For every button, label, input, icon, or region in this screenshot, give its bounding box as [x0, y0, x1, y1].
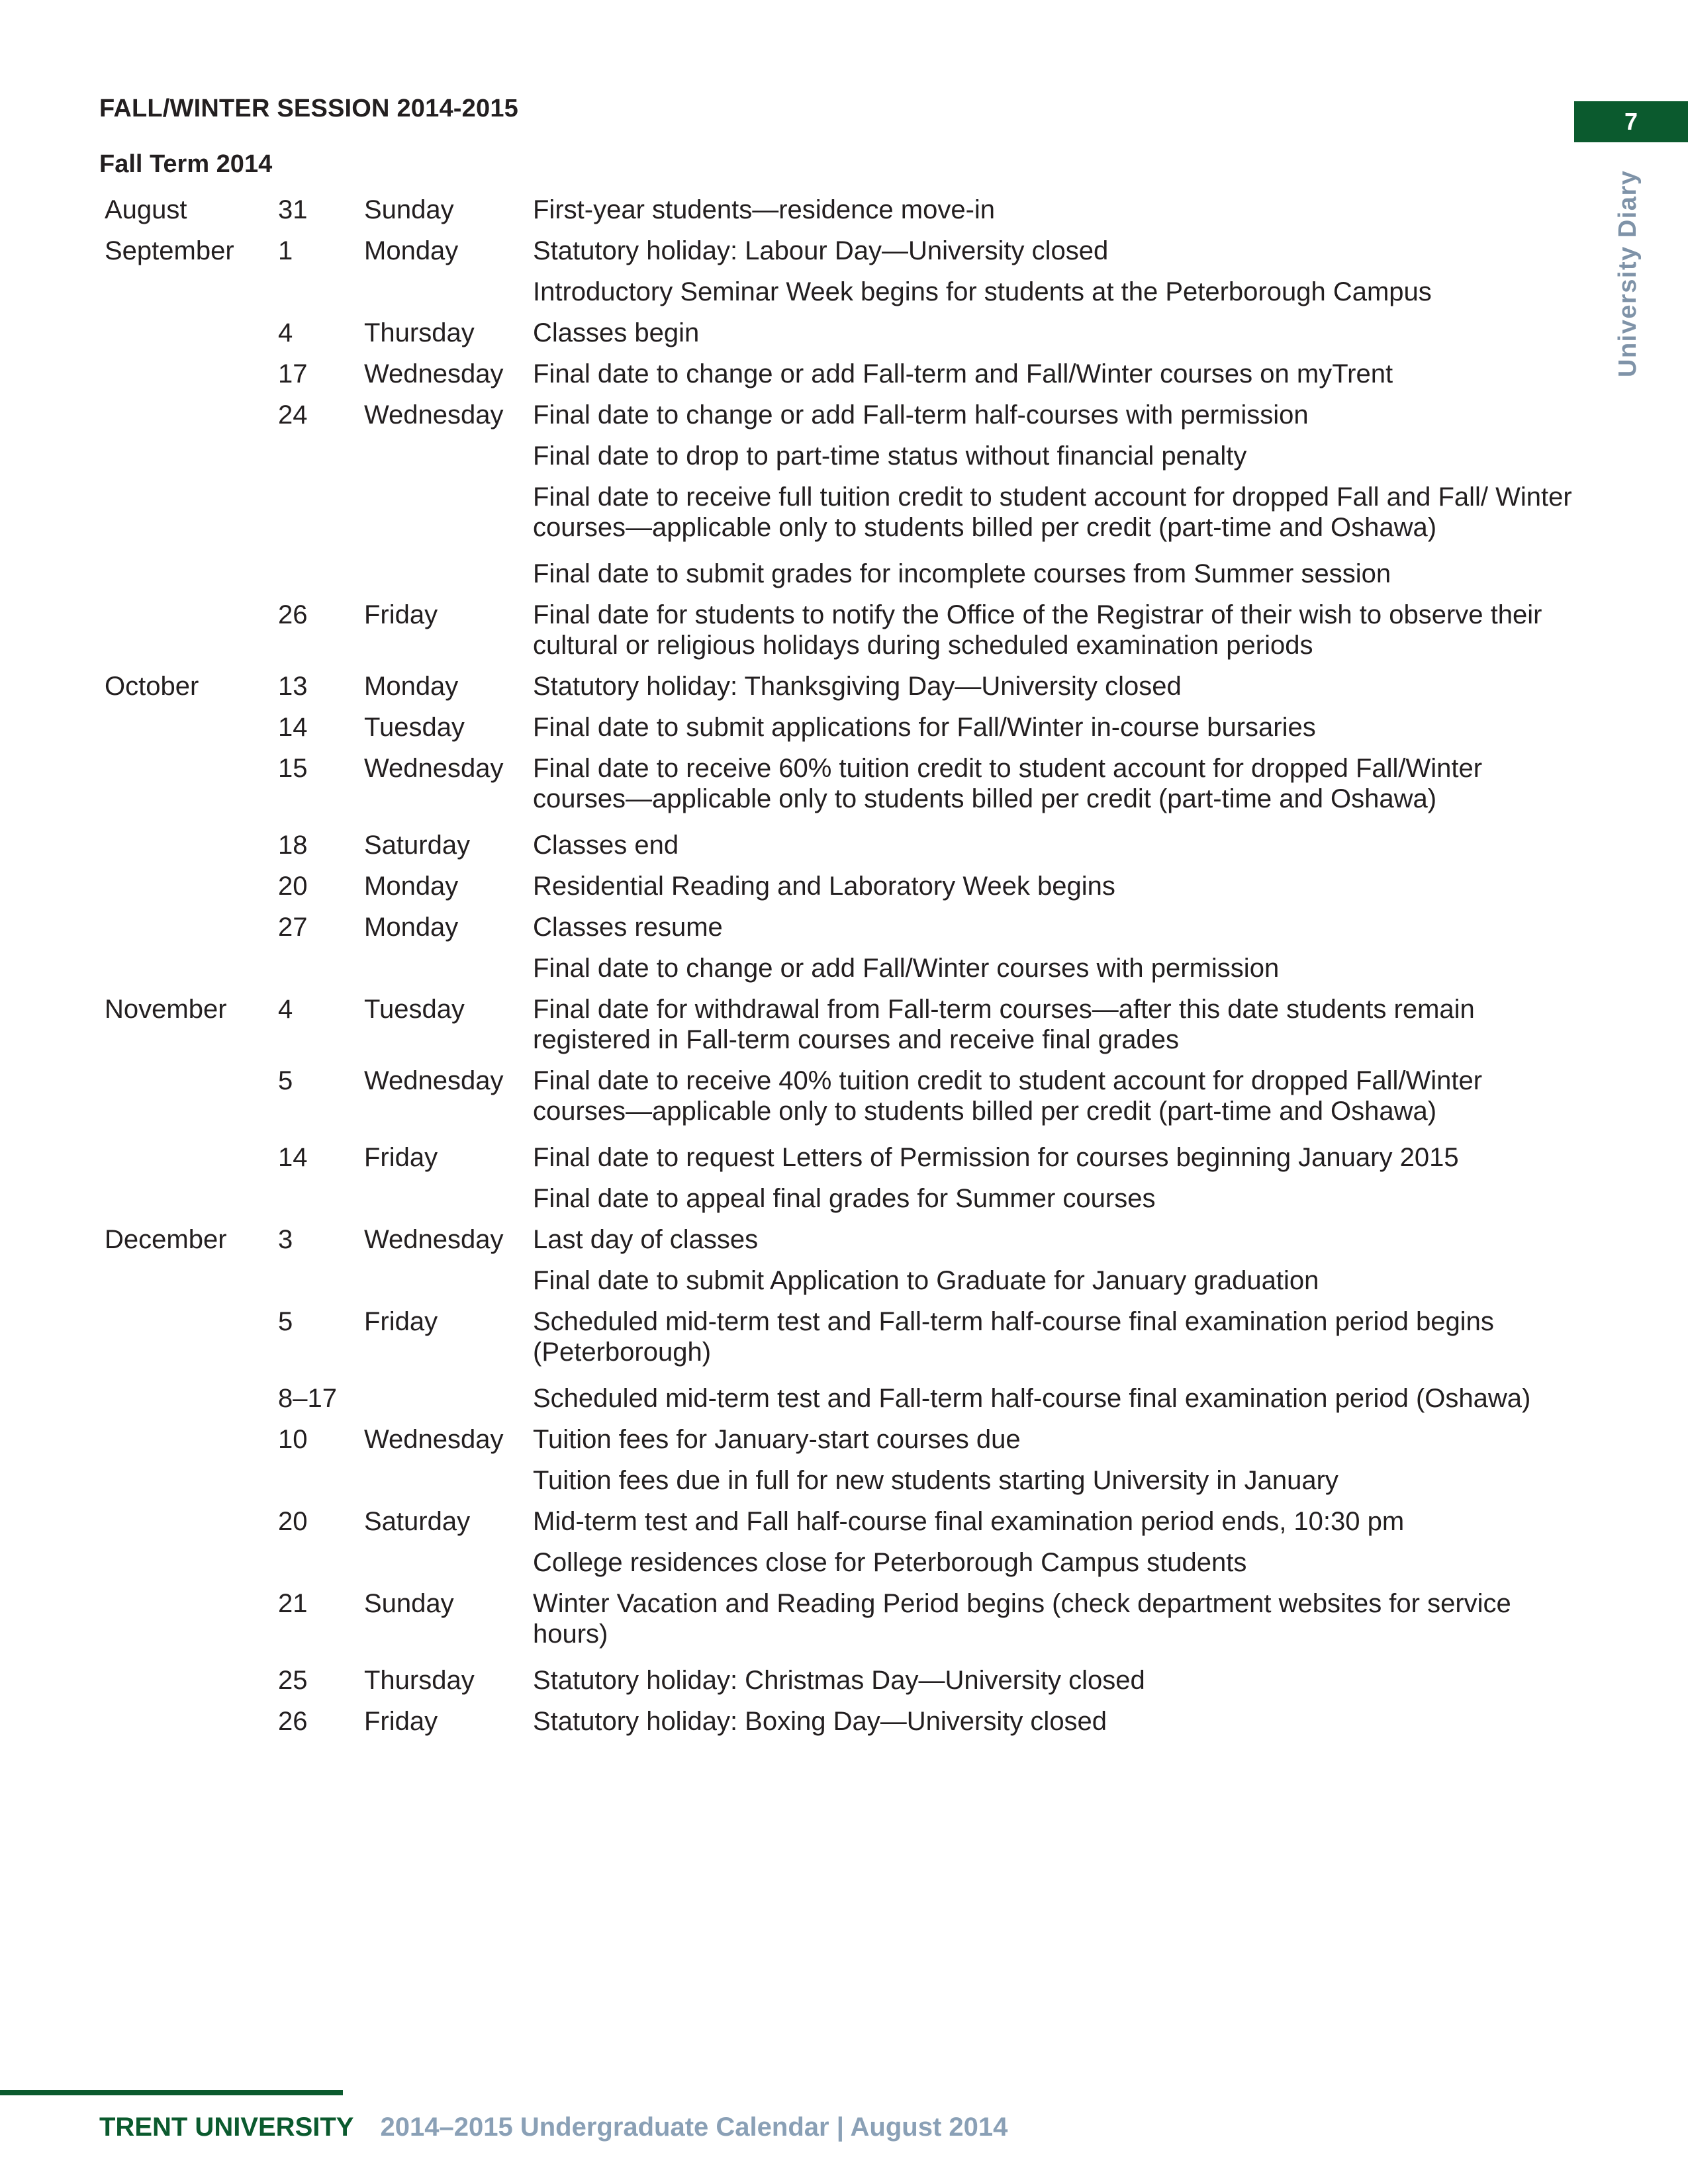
diary-row [105, 1255, 1541, 1296]
page-number: 7 [1624, 108, 1638, 135]
diary-row [105, 814, 1541, 860]
weekday-cell: Saturday [364, 831, 471, 860]
description-cell: Scheduled mid-term test and Fall-term half-course final examination period begins (Peterborough) [533, 1307, 1494, 1367]
diary-row [105, 860, 1541, 901]
diary-row [105, 307, 1541, 348]
day-cell: 21 [278, 1589, 308, 1618]
description-cell: Final date to submit grades for incomplete courses from Summer session [533, 559, 1391, 588]
description-cell: Final date to submit applications for Fall/Winter in-course bursaries [533, 713, 1316, 742]
description-cell: Residential Reading and Laboratory Week begins [533, 872, 1115, 901]
weekday-cell: Monday [364, 913, 459, 942]
page-number-tab [1574, 101, 1688, 142]
description-cell: Statutory holiday: Christmas Day—University closed [533, 1666, 1145, 1695]
description-cell: College residences close for Peterborough Campus students [533, 1548, 1247, 1577]
day-cell: 27 [278, 913, 308, 942]
month-cell: December [105, 1225, 227, 1254]
weekday-cell: Friday [364, 600, 438, 629]
weekday-cell: Sunday [364, 195, 454, 224]
description-cell: Final date to receive 60% tuition credit to student account for dropped Fall/Winter courses—applicable only to students billed per credit (part-time and Oshawa) [533, 754, 1483, 813]
day-cell: 18 [278, 831, 308, 860]
diary-row [105, 1173, 1541, 1214]
diary-row [105, 743, 1541, 814]
weekday-cell: Monday [364, 236, 459, 265]
diary-row [105, 543, 1541, 589]
day-cell: 15 [278, 754, 308, 783]
diary-row [105, 1214, 1541, 1255]
day-cell: 5 [278, 1307, 293, 1336]
diary-row [105, 1367, 1541, 1414]
diary-row [105, 589, 1541, 660]
weekday-cell: Friday [364, 1307, 438, 1336]
weekday-cell: Friday [364, 1143, 438, 1172]
diary-row [105, 1126, 1541, 1173]
diary-row [105, 225, 1541, 266]
description-cell: First-year students—residence move-in [533, 195, 996, 224]
diary-row [105, 1696, 1541, 1737]
day-cell: 8–17 [278, 1384, 337, 1413]
description-cell: Mid-term test and Fall half-course final examination period ends, 10:30 pm [533, 1507, 1405, 1536]
weekday-cell: Sunday [364, 1589, 454, 1618]
diary-row [105, 389, 1541, 430]
description-cell: Classes end [533, 831, 679, 860]
day-cell: 26 [278, 1707, 308, 1736]
description-cell: Final date to drop to part-time status without financial penalty [533, 441, 1247, 471]
day-cell: 4 [278, 318, 293, 347]
footer-rule [0, 2090, 343, 2095]
diary-row [105, 702, 1541, 743]
description-cell: Tuition fees due in full for new students starting University in January [533, 1466, 1338, 1495]
diary-row [105, 942, 1541, 983]
description-cell: Final date to change or add Fall-term and Fall/Winter courses on myTrent [533, 359, 1393, 388]
weekday-cell: Monday [364, 872, 459, 901]
month-cell: September [105, 236, 234, 265]
weekday-cell: Friday [364, 1707, 438, 1736]
description-cell: Final date to appeal final grades for Summer courses [533, 1184, 1156, 1213]
weekday-cell: Thursday [364, 1666, 475, 1695]
description-cell: Statutory holiday: Thanksgiving Day—University closed [533, 672, 1182, 701]
day-cell: 14 [278, 1143, 308, 1172]
diary-row [105, 1055, 1541, 1126]
weekday-cell: Tuesday [364, 995, 465, 1024]
term-title: Fall Term 2014 [99, 150, 273, 178]
footer-brand: TRENT UNIVERSITY [99, 2113, 354, 2142]
description-cell: Final date to receive 40% tuition credit to student account for dropped Fall/Winter courses—applicable only to students billed per credit (part-time and Oshawa) [533, 1066, 1483, 1126]
diary-row [105, 1578, 1541, 1649]
diary-row [105, 471, 1572, 543]
diary-row [105, 983, 1541, 1055]
description-cell: Introductory Seminar Week begins for students at the Peterborough Campus [533, 277, 1432, 306]
weekday-cell: Wednesday [364, 1225, 504, 1254]
diary-row [105, 266, 1541, 307]
day-cell: 3 [278, 1225, 293, 1254]
description-cell: Final date to change or add Fall/Winter courses with permission [533, 954, 1280, 983]
day-cell: 20 [278, 872, 308, 901]
description-cell: Classes begin [533, 318, 700, 347]
description-cell: Tuition fees for January-start courses due [533, 1425, 1021, 1454]
description-cell: Final date to request Letters of Permission for courses beginning January 2015 [533, 1143, 1459, 1172]
description-cell: Final date for withdrawal from Fall-term courses—after this date students remain registered in Fall-term courses and receive final grades [533, 995, 1475, 1054]
diary-table [105, 195, 1572, 1737]
weekday-cell: Saturday [364, 1507, 471, 1536]
description-cell: Final date to change or add Fall-term half-courses with permission [533, 400, 1309, 430]
weekday-cell: Tuesday [364, 713, 465, 742]
month-cell: November [105, 995, 227, 1024]
weekday-cell: Monday [364, 672, 459, 701]
weekday-cell: Wednesday [364, 1425, 504, 1454]
footer [99, 2113, 1008, 2142]
weekday-cell: Thursday [364, 318, 475, 347]
day-cell: 5 [278, 1066, 293, 1095]
description-cell: Final date to submit Application to Graduate for January graduation [533, 1266, 1319, 1295]
diary-row [105, 1296, 1541, 1367]
day-cell: 26 [278, 600, 308, 629]
day-cell: 13 [278, 672, 308, 701]
diary-row [105, 1496, 1541, 1537]
day-cell: 14 [278, 713, 308, 742]
description-cell: Scheduled mid-term test and Fall-term half-course final examination period (Oshawa) [533, 1384, 1531, 1413]
description-cell: Winter Vacation and Reading Period begins (check department websites for service hours) [533, 1589, 1511, 1649]
description-cell: Statutory holiday: Labour Day—University closed [533, 236, 1109, 265]
description-cell: Final date to receive full tuition credit to student account for dropped Fall and Fall/ Winter courses—applicable only to students billed per credit (part-time and Oshawa) [533, 482, 1572, 542]
weekday-cell: Wednesday [364, 1066, 504, 1095]
day-cell: 17 [278, 359, 308, 388]
weekday-cell: Wednesday [364, 754, 504, 783]
weekday-cell: Wednesday [364, 400, 504, 430]
weekday-cell: Wednesday [364, 359, 504, 388]
description-cell: Final date for students to notify the Office of the Registrar of their wish to observe their cultural or religious holidays during scheduled examination periods [533, 600, 1542, 660]
day-cell: 4 [278, 995, 293, 1024]
day-cell: 20 [278, 1507, 308, 1536]
diary-row [105, 1649, 1541, 1696]
month-cell: October [105, 672, 199, 701]
section-side-label: University Diary [1614, 169, 1642, 377]
description-cell: Classes resume [533, 913, 723, 942]
diary-row [105, 660, 1541, 702]
session-title: FALL/WINTER SESSION 2014-2015 [99, 95, 518, 122]
day-cell: 24 [278, 400, 308, 430]
month-cell: August [105, 195, 187, 224]
day-cell: 31 [278, 195, 308, 224]
day-cell: 25 [278, 1666, 308, 1695]
diary-row [105, 1414, 1541, 1455]
diary-row [105, 1537, 1541, 1578]
footer-subtitle: 2014–2015 Undergraduate Calendar | August 2014 [380, 2113, 1008, 2142]
day-cell: 1 [278, 236, 293, 265]
day-cell: 10 [278, 1425, 308, 1454]
description-cell: Last day of classes [533, 1225, 759, 1254]
description-cell: Statutory holiday: Boxing Day—University closed [533, 1707, 1107, 1736]
diary-row [105, 901, 1541, 942]
diary-row [105, 430, 1541, 471]
diary-row [105, 195, 1541, 225]
diary-row [105, 348, 1541, 389]
diary-row [105, 1455, 1541, 1496]
